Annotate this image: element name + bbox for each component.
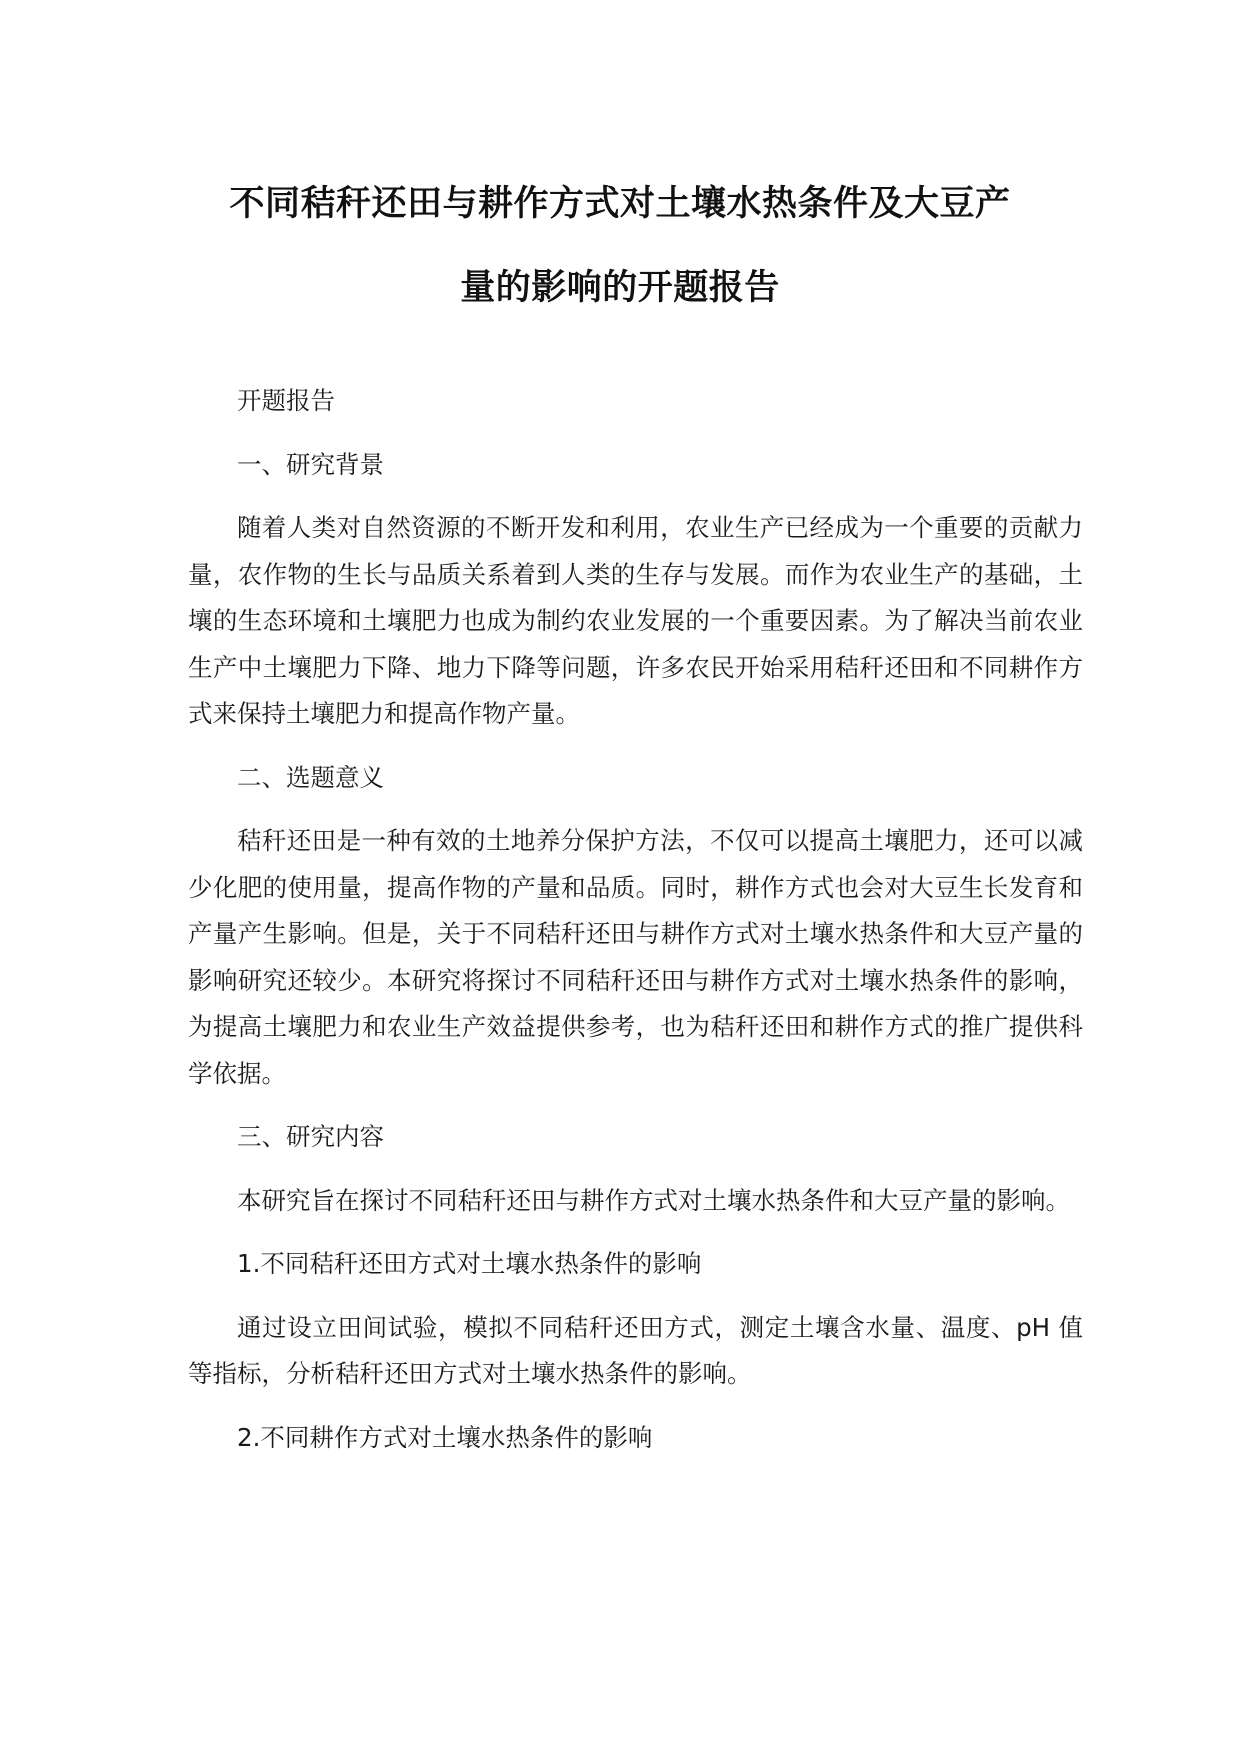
- document-title-line-2: 量的影响的开题报告: [460, 268, 780, 308]
- paragraph-significance: 秸秆还田是一种有效的土地养分保护方法，不仅可以提高土壤肥力，还可以减少化肥的使用量，提高作物的产量和品质。同时，耕作方式也会对大豆生长发育和产量产生影响。但是，关于不同秸秆还田与耕作方式对土壤水热条件和大豆产量的影响研究还较少。本研究将探讨不同秸秆还田与耕作方式对土壤水热条件的影响，为提高土壤肥力和农业生产效益提供参考，也为秸秆还田和耕作方式的推广提供科学依据。: [188, 826, 1083, 1088]
- section-heading-background: 一、研究背景: [237, 449, 384, 479]
- document-title-line-1: 不同秸秆还田与耕作方式对土壤水热条件及大豆产: [229, 184, 1011, 224]
- document-body: [188, 378, 1083, 1478]
- paragraph-straw-return: 通过设立田间试验，模拟不同秸秆还田方式，测定土壤含水量、温度、pH 值等指标，分析秸秆还田方式对土壤水热条件的影响。: [188, 1312, 1083, 1388]
- subsection-heading-tillage: 2.不同耕作方式对土壤水热条件的影响: [237, 1422, 653, 1452]
- paragraph-content: 本研究旨在探讨不同秸秆还田与耕作方式对土壤水热条件和大豆产量的影响。: [237, 1185, 1070, 1215]
- report-label: 开题报告: [237, 386, 335, 415]
- section-heading-significance: 二、选题意义: [237, 762, 384, 792]
- paragraph-background: 随着人类对自然资源的不断开发和利用，农业生产已经成为一个重要的贡献力量，农作物的生长与品质关系着到人类的生存与发展。而作为农业生产的基础，土壤的生态环境和土壤肥力也成为制约农业发展的一个重要因素。为了解决当前农业生产中土壤肥力下降、地力下降等问题，许多农民开始采用秸秆还田和不同耕作方式来保持土壤肥力和提高作物产量。: [188, 513, 1083, 728]
- subsection-heading-straw-return: 1.不同秸秆还田方式对土壤水热条件的影响: [237, 1249, 702, 1278]
- section-heading-content: 三、研究内容: [237, 1122, 384, 1151]
